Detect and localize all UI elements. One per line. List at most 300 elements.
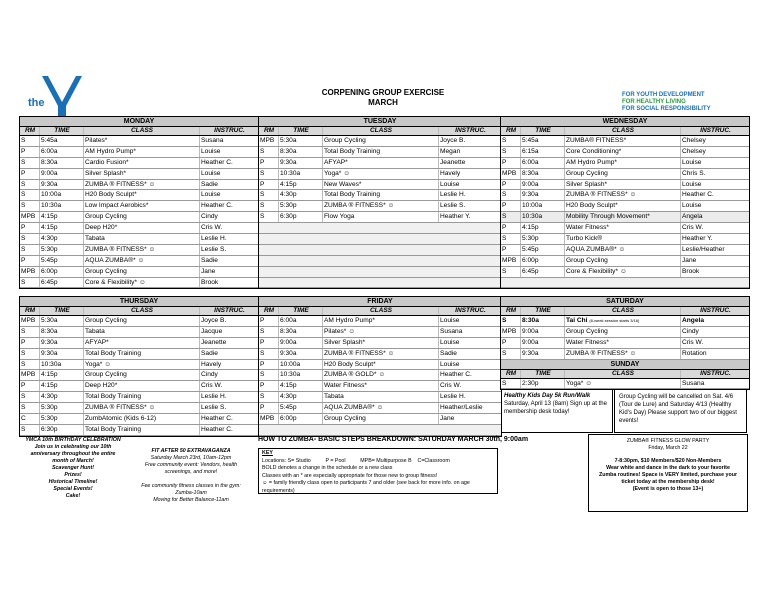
- cell-instructor: Heather C.: [440, 371, 472, 379]
- cell-class: ZUMBA ® FITNESS* ☺: [565, 190, 681, 200]
- cell-time: 5:45p: [279, 403, 323, 413]
- column-header-row: [259, 127, 501, 136]
- cell-class: ZUMBA ® FITNESS* ☺: [84, 180, 200, 190]
- cell-time: 6:45p: [521, 267, 565, 277]
- table-row: [20, 278, 258, 289]
- cell-instructor: Leslie S.: [201, 404, 227, 412]
- cell-room: P: [259, 338, 279, 348]
- cell-class: Yoga* ☺: [323, 169, 439, 179]
- cell-class: Low Impact Aerobics*: [84, 201, 200, 211]
- cell-class: H20 Body Sculpt*: [565, 201, 681, 211]
- cell-room: S: [20, 136, 40, 146]
- table-row: [501, 234, 749, 245]
- column-header-class: CLASS: [323, 307, 439, 315]
- cell-time: 9:30a: [279, 158, 323, 168]
- cell-instructor: Heather C.: [201, 415, 233, 423]
- table-row: [20, 158, 258, 169]
- cell-time: 9:30a: [521, 190, 565, 200]
- cell-instructor: Louise: [201, 169, 221, 177]
- cell-time: 10:00a: [40, 190, 84, 200]
- table-row: [20, 414, 258, 425]
- kids-run-box: [501, 389, 613, 433]
- ymca-line: Scavenger Hunt!: [51, 465, 95, 471]
- cell-room: S: [20, 278, 40, 288]
- cell-class: Total Body Training: [84, 349, 200, 359]
- cell-class: Total Body Training: [84, 392, 200, 402]
- table-row: [20, 370, 258, 381]
- cell-class: AQUA ZUMBA®* ☺: [323, 403, 439, 413]
- cell-time: 6:00p: [279, 414, 323, 424]
- cell-instructor: Heather C.: [682, 191, 714, 199]
- cell-time: 8:30a: [40, 158, 84, 168]
- cell-instructor: Louise: [440, 317, 460, 324]
- cell-time: 5:30p: [40, 403, 84, 413]
- cell-room: S: [501, 267, 521, 277]
- cell-room: S: [501, 212, 521, 222]
- cell-room: S: [259, 212, 279, 222]
- cell-instructor: Sadie: [440, 349, 457, 357]
- key-locations: Locations: S= Studio P = Pool MPB= Multipurpose B C=Classroom: [262, 457, 450, 464]
- column-header-rm: RM: [20, 127, 40, 135]
- table-row: [259, 212, 501, 223]
- cell-class: Group Cycling: [565, 256, 681, 266]
- column-header-instructor: INSTRUC.: [214, 307, 245, 314]
- cell-room: P: [501, 245, 521, 255]
- cell-time: 4:15p: [279, 381, 323, 391]
- fit50-line: Free community event: Vendors, health: [144, 462, 238, 468]
- table-row: [501, 158, 749, 169]
- cell-class: Core & Flexibility* ☺: [565, 267, 681, 277]
- tagline-social: FOR SOCIAL RESPONSIBILITY: [622, 106, 711, 112]
- cell-time: 4:30p: [40, 234, 84, 244]
- cell-time: 9:30a: [40, 338, 84, 348]
- day-header: WEDNESDAY: [501, 117, 749, 127]
- cell-room: S: [501, 379, 521, 389]
- cell-instructor: Sadie: [201, 180, 218, 188]
- table-row: [20, 234, 258, 245]
- cell-room: P: [259, 381, 279, 391]
- cell-class: Core & Flexibility* ☺: [84, 278, 200, 288]
- cell-room: S: [501, 316, 521, 326]
- column-header-time: TIME: [279, 127, 323, 135]
- table-row: [20, 403, 258, 414]
- ymca-line: Prizes!: [64, 472, 82, 478]
- cell-class: Silver Splash*: [84, 169, 200, 179]
- zumba-breakdown-title: HOW TO ZUMBA- BASIC STEPS BREAKDOWN: SATURDAY MARCH 30th, 9:00am: [258, 436, 529, 443]
- cell-class: Pilates*: [84, 136, 200, 146]
- cell-class: Tabata: [84, 234, 200, 244]
- cell-class: Water Fitness*: [323, 381, 439, 391]
- cell-instructor: Heather Y.: [682, 235, 713, 243]
- cell-room: MPB: [20, 212, 40, 222]
- table-row: [259, 360, 501, 371]
- cell-class: ZUMBA® FITNESS*: [565, 136, 681, 146]
- cell-instructor: Susana: [682, 379, 705, 387]
- cell-room: S: [20, 245, 40, 255]
- cell-class: ZUMBA ® FITNESS* ☺: [84, 245, 200, 255]
- cell-class: Core Conditioning*: [565, 147, 681, 157]
- ymca-line: anniversary throughout the entire: [30, 451, 116, 457]
- cell-class: Water Fitness*: [565, 223, 681, 233]
- tai-chi-note: (8-week session starts 3/16): [589, 318, 640, 323]
- fit50-line: [130, 476, 252, 483]
- cell-time: 10:00a: [279, 360, 323, 370]
- cell-room: S: [20, 180, 40, 190]
- cell-room: P: [501, 180, 521, 190]
- table-row: [259, 381, 501, 392]
- column-header-instructor: INSTRUC.: [455, 307, 486, 314]
- cell-instructor: Susana: [201, 137, 224, 144]
- table-row: [20, 136, 258, 147]
- cell-room: S: [501, 147, 521, 157]
- cell-instructor: Heather C.: [201, 158, 233, 166]
- cell-class: Turbo Kick®: [565, 234, 681, 244]
- table-row: [259, 256, 501, 267]
- cell-room: P: [20, 338, 40, 348]
- table-row: [501, 278, 749, 289]
- cell-room: MPB: [259, 136, 279, 146]
- cell-class: AQUA ZUMBA®* ☺: [565, 245, 681, 255]
- cell-time: 6:15a: [521, 147, 565, 157]
- cell-class: H20 Body Sculpt*: [84, 190, 200, 200]
- column-header-row: [501, 307, 749, 316]
- cell-instructor: Angela: [682, 213, 703, 221]
- column-header-row: [20, 127, 258, 136]
- table-row: [259, 403, 501, 414]
- cell-room: S: [259, 349, 279, 359]
- kids-run-body: Saturday, April 13 (8am) Sign up at the membership desk today!: [504, 401, 607, 415]
- cell-time: 8:30a: [279, 327, 323, 337]
- cell-instructor: Chris S.: [682, 169, 706, 177]
- table-row: [20, 267, 258, 278]
- cell-time: 9:00a: [521, 180, 565, 190]
- cell-time: 9:30a: [40, 180, 84, 190]
- cell-instructor: Cris W.: [682, 224, 704, 232]
- column-header-instructor: INSTRUC.: [214, 127, 245, 134]
- table-row: [20, 316, 258, 327]
- table-row: [501, 136, 749, 147]
- cell-instructor: Leslie S.: [201, 245, 227, 253]
- cell-instructor: Cindy: [201, 371, 218, 379]
- cell-instructor: Louise: [682, 158, 702, 166]
- column-header-class: CLASS: [565, 370, 681, 378]
- cell-class: Group Cycling: [84, 370, 200, 380]
- cell-instructor: Havely: [201, 360, 222, 368]
- cell-instructor: Susana: [440, 327, 463, 335]
- cell-time: 4:15p: [40, 370, 84, 380]
- column-header-time: TIME: [521, 370, 565, 378]
- cell-instructor: Chelsey: [682, 137, 706, 144]
- column-header-rm: RM: [259, 127, 279, 135]
- cell-time: 6:00p: [521, 256, 565, 266]
- cell-instructor: Cindy: [682, 327, 699, 335]
- cell-instructor: Louise: [201, 191, 221, 199]
- cell-time: 10:30a: [279, 169, 323, 179]
- ymca-line: Join us in celebrating our 10th: [34, 444, 112, 450]
- cell-room: MPB: [501, 256, 521, 266]
- table-row: [20, 338, 258, 349]
- column-header-instructor: INSTRUC.: [700, 127, 731, 134]
- cell-class: Total Body Training: [323, 190, 439, 200]
- column-header-instructor: INSTRUC.: [455, 127, 486, 134]
- cell-room: MPB: [501, 327, 521, 337]
- cell-time: 9:00a: [40, 169, 84, 179]
- column-header-row: [20, 307, 258, 316]
- cell-room: S: [20, 201, 40, 211]
- cell-instructor: Leslie H.: [201, 235, 227, 243]
- key-family-note: ☺ = family friendly class open to participants 7 and older (see back for more info. on age requirements): [262, 480, 470, 494]
- fit50-lines: [130, 455, 252, 504]
- cell-room: P: [501, 158, 521, 168]
- column-header-time: TIME: [40, 127, 84, 135]
- cell-class: Group Cycling: [323, 136, 439, 146]
- tagline-healthy: FOR HEALTHY LIVING: [622, 99, 686, 105]
- cell-time: 5:45a: [40, 136, 84, 146]
- glow-line: Wear white and dance in the dark to your favorite: [606, 465, 730, 471]
- schedule-panel-thursday: [19, 296, 259, 437]
- cancel-notice-text: Group Cycling will be cancelled on Sat. 4/6 (Tour de Lure) and Saturday 4/13 (Healthy Kid's Day) Please support two of our biggest events!: [619, 394, 737, 424]
- cell-room: S: [259, 190, 279, 200]
- cell-time: 4:15p: [40, 223, 84, 233]
- cell-class: Group Cycling: [84, 267, 200, 277]
- ymca-celebration: [20, 437, 126, 500]
- column-header-rm: RM: [501, 127, 521, 135]
- table-row: [501, 349, 749, 360]
- cell-instructor: Leslie H.: [440, 393, 466, 401]
- table-row: [259, 338, 501, 349]
- cell-class: Group Cycling: [84, 212, 200, 222]
- ymca-logo: [26, 72, 88, 116]
- cell-room: MPB: [20, 316, 40, 326]
- cell-time: 5:30a: [40, 316, 84, 326]
- key-asterisk-note: Classes with an * are especially appropriate for those new to group fitness!: [262, 472, 438, 479]
- cell-class: Pilates* ☺: [323, 327, 439, 337]
- day-header: THURSDAY: [20, 297, 258, 307]
- cell-room: S: [20, 327, 40, 337]
- page-title: [280, 88, 486, 108]
- ymca-line: month of March!: [52, 458, 94, 464]
- logo-the-text: the: [28, 97, 45, 109]
- cell-class: AM Hydro Pump*: [84, 147, 200, 157]
- cell-time: 9:00a: [521, 327, 565, 337]
- table-row: [20, 360, 258, 371]
- cell-time: 4:30p: [279, 190, 323, 200]
- cell-class: Water Fitness*: [565, 338, 681, 348]
- cell-instructor: Sadie: [201, 349, 218, 357]
- column-header-time: TIME: [521, 127, 565, 135]
- day-header: SUNDAY: [501, 360, 749, 370]
- table-row: [259, 425, 501, 436]
- column-header-time: TIME: [521, 307, 565, 315]
- column-header-instructor: INSTRUC.: [700, 307, 731, 314]
- column-header-rm: RM: [20, 307, 40, 315]
- cell-class: Flow Yoga: [323, 212, 439, 222]
- cell-time: 9:00a: [521, 338, 565, 348]
- cell-instructor: Louise: [682, 180, 702, 188]
- table-row: [259, 414, 501, 425]
- cell-class: ZUMBA ® GOLD* ☺: [323, 370, 439, 380]
- glow-date: Friday, March 22: [648, 445, 688, 451]
- cell-time: 9:30a: [40, 349, 84, 359]
- column-header-class: CLASS: [565, 307, 681, 315]
- table-row: [259, 180, 501, 191]
- cell-room: S: [259, 169, 279, 179]
- cell-time: 10:30a: [521, 212, 565, 222]
- day-header: SATURDAY: [501, 297, 749, 307]
- table-row: [501, 316, 749, 327]
- table-row: [501, 267, 749, 278]
- table-row: [259, 201, 501, 212]
- day-header: FRIDAY: [259, 297, 501, 307]
- fit50-line: screenings, and more!: [164, 469, 218, 475]
- cell-instructor: Joyce B.: [440, 137, 466, 144]
- schedule-panel-tuesday: [258, 116, 502, 289]
- cell-time: 4:15p: [279, 180, 323, 190]
- table-row: [501, 147, 749, 158]
- table-row: [501, 201, 749, 212]
- cell-class: AM Hydro Pump*: [323, 316, 439, 326]
- table-row: [20, 327, 258, 338]
- table-row: [20, 201, 258, 212]
- fit50-line: Saturday March 23rd, 10am-12pm: [150, 455, 232, 461]
- cell-time: 4:15p: [40, 381, 84, 391]
- table-row: [20, 425, 258, 436]
- cell-class: Cardio Fusion*: [84, 158, 200, 168]
- fit-after-50: [130, 448, 252, 504]
- cell-room: S: [259, 147, 279, 157]
- cell-class: Mobility Through Movement*: [565, 212, 681, 222]
- cell-instructor: Sadie: [201, 256, 218, 264]
- cell-class: AFYAP*: [323, 158, 439, 168]
- cell-room: S: [501, 349, 521, 359]
- cell-time: 4:15p: [40, 212, 84, 222]
- cell-class: New Waves*: [323, 180, 439, 190]
- ymca-line: YMCA 10th BIRTHDAY CELEBRATION: [25, 437, 121, 443]
- cell-class: Silver Splash*: [565, 180, 681, 190]
- glow-line: 7-8:30pm, $10 Members/$20 Non-Members: [614, 458, 722, 464]
- cell-room: S: [259, 327, 279, 337]
- column-header-class: CLASS: [84, 307, 200, 315]
- schedule-panel-wednesday: [500, 116, 750, 289]
- cell-class: Yoga* ☺: [565, 379, 681, 389]
- table-row: [20, 256, 258, 267]
- cell-instructor: Brook: [682, 267, 700, 275]
- column-header-row: [501, 127, 749, 136]
- cell-room: MPB: [501, 169, 521, 179]
- cell-instructor: Joyce B.: [201, 317, 227, 324]
- cell-instructor: Leslie H.: [201, 393, 227, 401]
- column-header-class: CLASS: [323, 127, 439, 135]
- cell-instructor: Louise: [440, 360, 460, 368]
- cell-instructor: Louise: [201, 147, 221, 155]
- cell-class: Group Cycling: [84, 316, 200, 326]
- cell-time: 10:30a: [279, 370, 323, 380]
- cell-instructor: Cindy: [201, 213, 218, 221]
- table-row: [20, 245, 258, 256]
- cell-room: P: [20, 147, 40, 157]
- cell-room: P: [259, 316, 279, 326]
- cell-instructor: Chelsey: [682, 147, 706, 155]
- cell-class: Silver Splash*: [323, 338, 439, 348]
- cell-class: Deep H20*: [84, 381, 200, 391]
- cell-time: 4:30p: [40, 392, 84, 402]
- ymca-line: Cake!: [65, 493, 81, 499]
- schedule-panel-monday: [19, 116, 259, 289]
- cell-instructor: Jeanette: [440, 158, 466, 166]
- column-header-time: TIME: [40, 307, 84, 315]
- table-row: [259, 223, 501, 234]
- table-row: [20, 392, 258, 403]
- table-row: [259, 278, 501, 289]
- table-row: [20, 381, 258, 392]
- table-row: [259, 370, 501, 381]
- cell-instructor: Leslie S.: [440, 202, 466, 210]
- key-bold-note: BOLD denotes a change in the schedule or a new class: [262, 465, 393, 471]
- cell-instructor: Leslie H.: [440, 191, 466, 199]
- kids-run-title: Healthy Kids Day 5k Run/Walk: [504, 393, 591, 399]
- cell-time: 8:30a: [521, 316, 565, 326]
- cell-room: P: [20, 223, 40, 233]
- cell-instructor: Jacque: [201, 327, 223, 335]
- cell-instructor: Jane: [201, 267, 216, 275]
- cell-room: S: [20, 190, 40, 200]
- cell-time: 9:00a: [279, 338, 323, 348]
- glow-line: Zumba routines! Space is VERY limited, purchase your: [598, 472, 738, 478]
- cell-instructor: Heather/Leslie: [440, 404, 483, 412]
- table-row: [501, 338, 749, 349]
- glow-line: ticket today at the membership desk!: [621, 479, 715, 485]
- logo-y-icon: [42, 76, 82, 116]
- cell-instructor: Cris W.: [682, 338, 704, 346]
- cell-class: ZUMBA ® FITNESS* ☺: [323, 201, 439, 211]
- column-header-row: [259, 307, 501, 316]
- cell-class: Group Cycling: [323, 414, 439, 424]
- schedule-panel-friday: [258, 296, 502, 437]
- title-line1: CORPENING GROUP EXERCISE: [321, 88, 445, 97]
- cell-time: 5:45p: [40, 256, 84, 266]
- cell-class: AM Hydro Pump*: [565, 158, 681, 168]
- column-header-time: TIME: [279, 307, 323, 315]
- cell-room: P: [20, 256, 40, 266]
- schedule-panel-saturday: [500, 296, 750, 390]
- ymca-line: Special Events!: [53, 486, 93, 492]
- tagline-youth: FOR YOUTH DEVELOPMENT: [622, 92, 705, 98]
- cell-time: 8:30a: [521, 169, 565, 179]
- cell-instructor: Rotation: [682, 349, 707, 357]
- cell-room: P: [501, 338, 521, 348]
- table-row: [259, 349, 501, 360]
- cell-room: S: [501, 136, 521, 146]
- cell-class: ZUMBA ® FITNESS* ☺: [565, 349, 681, 359]
- cell-instructor: Heather C.: [201, 425, 233, 433]
- cell-room: S: [259, 392, 279, 402]
- table-row: [20, 180, 258, 191]
- cell-class: AFYAP*: [84, 338, 200, 348]
- table-row: [259, 169, 501, 180]
- fit50-title: FIT AFTER 50 EXTRAVAGANZA: [151, 448, 231, 454]
- cell-time: 9:30a: [279, 349, 323, 359]
- cell-time: 6:30p: [40, 425, 84, 435]
- table-row: [501, 212, 749, 223]
- cell-room: S: [20, 158, 40, 168]
- cell-room: S: [20, 425, 40, 435]
- cell-instructor: Cris W.: [201, 382, 223, 390]
- cell-instructor: Jane: [440, 415, 455, 423]
- cell-class: Yoga* ☺: [84, 360, 200, 370]
- table-row: [259, 316, 501, 327]
- cell-class: Tabata: [323, 392, 439, 402]
- table-row: [20, 147, 258, 158]
